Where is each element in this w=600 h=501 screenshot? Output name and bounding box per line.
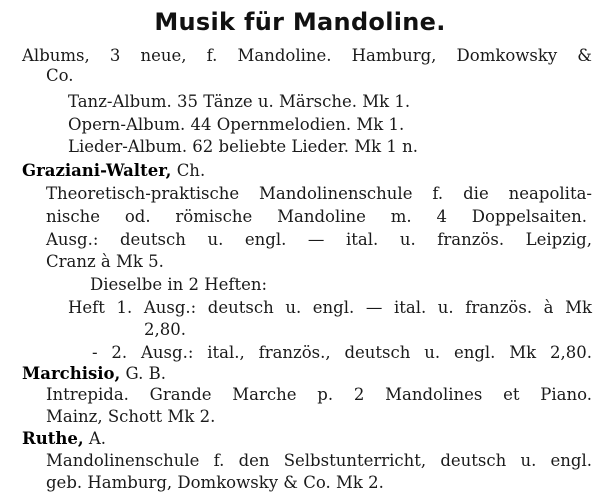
entry-author-line xyxy=(22,364,166,384)
author-name: Graziani-Walter, xyxy=(22,161,172,180)
list-item: Opern-Album. 44 Opernmelodien. Mk 1. xyxy=(68,115,405,134)
entry-text-line: Theoretisch-praktische Mandolinenschule f. die neapolita- xyxy=(46,184,592,203)
author-initials: A. xyxy=(88,429,106,448)
author-name: Marchisio, xyxy=(22,364,121,383)
entry-text-line: Mainz, Schott Mk 2. xyxy=(46,407,216,426)
list-item: Tanz-Album. 35 Tänze u. Märsche. Mk 1. xyxy=(68,92,411,111)
list-item: Lieder-Album. 62 beliebte Lieder. Mk 1 n. xyxy=(68,137,419,156)
entry-text-line: Ausg.: deutsch u. engl. — ital. u. französ. Leipzig, xyxy=(46,230,592,249)
entry-text-line: Intrepida. Grande Marche p. 2 Mandolines et Piano. xyxy=(46,385,592,404)
page-title: Musik für Mandoline. xyxy=(154,8,446,36)
entry-author-line xyxy=(22,161,205,181)
entry-text-line: - 2. Ausg.: ital., französ., deutsch u. engl. Mk 2,80. xyxy=(92,343,592,362)
entry-text-line: Dieselbe in 2 Heften: xyxy=(90,275,268,294)
entry-text-line: 2,80. xyxy=(144,320,186,339)
entry-text-line: Mandolinenschule f. den Selbstunterricht, deutsch u. engl. xyxy=(46,451,592,470)
entry-text-line: nische od. römische Mandoline m. 4 Doppelsaiten. xyxy=(46,207,587,226)
entry-author-line xyxy=(22,429,106,449)
entry-text-line: Heft 1. Ausg.: deutsch u. engl. — ital. u. französ. à Mk xyxy=(68,298,592,317)
entry-heading-line: Albums, 3 neue, f. Mandoline. Hamburg, Domkowsky & xyxy=(22,46,592,65)
entry-heading-line: Co. xyxy=(46,66,74,85)
entry-text-line: Cranz à Mk 5. xyxy=(46,252,164,271)
entry-text-line: geb. Hamburg, Domkowsky & Co. Mk 2. xyxy=(46,473,384,492)
author-name: Ruthe, xyxy=(22,429,84,448)
author-initials: Ch. xyxy=(176,161,206,180)
author-initials: G. B. xyxy=(125,364,166,383)
